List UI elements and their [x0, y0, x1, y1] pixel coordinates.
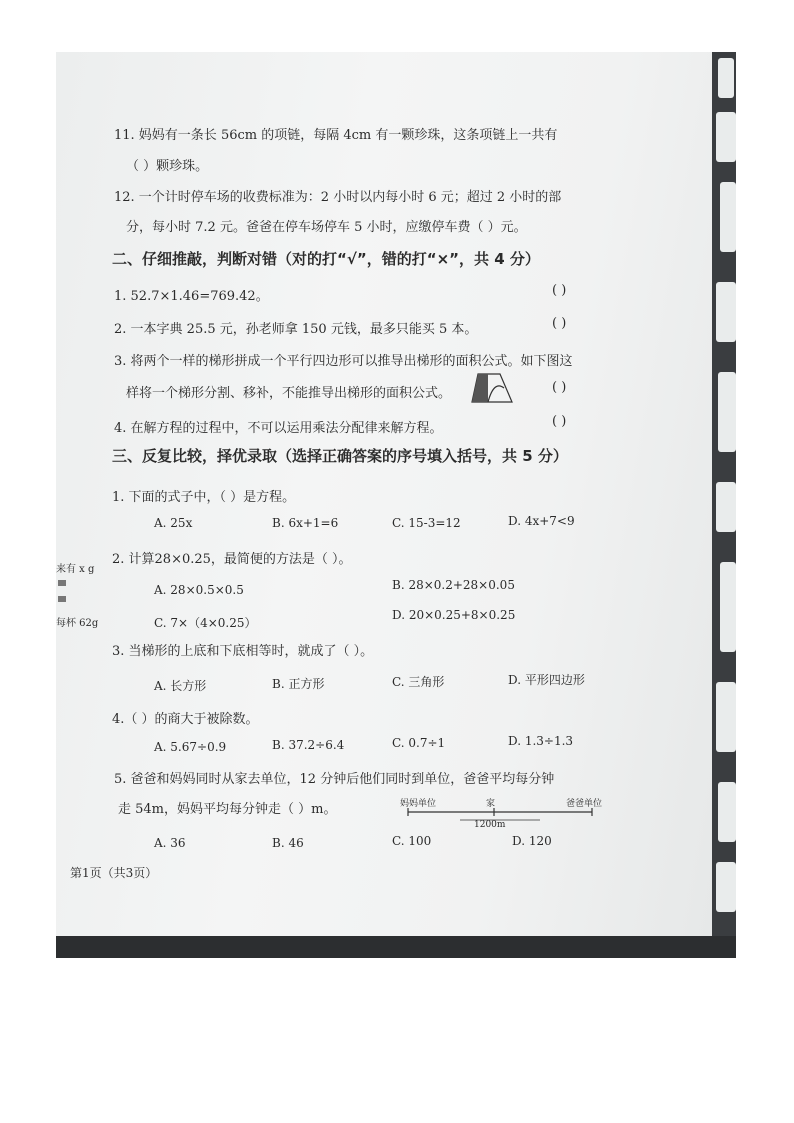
s2-item4: 4. 在解方程的过程中，不可以运用乘法分配律来解方程。	[114, 421, 443, 436]
s3-q1-c: C. 15-3=12	[392, 516, 461, 530]
s3-q3-a: A. 长方形	[154, 679, 207, 693]
exam-sheet	[56, 52, 712, 958]
s3-q5-line1: 5. 爸爸和妈妈同时从家去单位，12 分钟后他们同时到单位，爸爸平均每分钟	[114, 772, 555, 787]
margin-mark-2	[58, 596, 66, 602]
q11-line2: （ ）颗珍珠。	[126, 159, 209, 174]
s3-q5-a: A. 36	[154, 836, 186, 850]
photo-bottom-edge	[56, 936, 736, 958]
s2-item3: 3. 将两个一样的梯形拼成一个平行四边形可以推导出梯形的面积公式。如下图这	[114, 354, 573, 369]
photo	[56, 52, 736, 958]
margin-mark-1	[58, 580, 66, 586]
q11-line1: 11. 妈妈有一条长 56cm 的项链，每隔 4cm 有一颗珍珠，这条项链上一共有	[114, 128, 558, 143]
diagram-home-label: 家	[486, 799, 496, 809]
s3-q5-d: D. 120	[512, 834, 552, 848]
s3-q4-a: A. 5.67÷0.9	[154, 740, 227, 754]
q12-line1: 12. 一个计时停车场的收费标准为：2 小时以内每小时 6 元；超过 2 小时的部	[114, 190, 562, 205]
s3-q3-b: B. 正方形	[272, 677, 325, 691]
s3-q4-stem: 4.（ ）的商大于被除数。	[112, 712, 259, 727]
s3-q5-line2: 走 54m，妈妈平均每分钟走（ ）m。	[118, 802, 337, 817]
s3-q3-c: C. 三角形	[392, 675, 445, 689]
trapezoid-figure	[468, 372, 514, 404]
s3-q2-b: B. 28×0.2+28×0.05	[392, 578, 515, 592]
s2-paren4: ( )	[552, 414, 567, 429]
margin-text-1: 来有 x g	[56, 564, 95, 575]
s3-q2-stem: 2. 计算28×0.25，最简便的方法是（ ）。	[112, 552, 352, 567]
s3-q5-b: B. 46	[272, 836, 304, 850]
s3-q1-b: B. 6x+1=6	[272, 516, 339, 530]
s3-q2-d: D. 20×0.25+8×0.25	[392, 608, 516, 622]
s3-q1-d: D. 4x+7<9	[508, 514, 575, 528]
s2-paren1: ( )	[552, 283, 567, 298]
s3-q1-a: A. 25x	[154, 516, 193, 530]
diagram-dad-label: 爸爸单位	[566, 799, 603, 809]
s3-q2-c: C. 7×（4×0.25）	[154, 616, 257, 630]
margin-text-2: 每杯 62g	[56, 618, 99, 629]
section3-title: 三、反复比较，择优录取（选择正确答案的序号填入括号，共 5 分）	[112, 447, 568, 465]
s2-item1: 1. 52.7×1.46=769.42。	[114, 289, 269, 304]
diagram-mom-label: 妈妈单位	[400, 799, 437, 809]
s3-q3-stem: 3. 当梯形的上底和下底相等时，就成了（ ）。	[112, 644, 374, 659]
s3-q5-c: C. 100	[392, 834, 432, 848]
s3-q4-d: D. 1.3÷1.3	[508, 734, 574, 748]
s2-paren2: ( )	[552, 316, 567, 331]
s2-item2: 2. 一本字典 25.5 元，孙老师拿 150 元钱，最多只能买 5 本。	[114, 322, 478, 337]
s2-item3-line2: 样将一个梯形分割、移补，不能推导出梯形的面积公式。	[126, 386, 452, 401]
page-footer: 第1页（共3页）	[70, 866, 158, 880]
s2-paren3: ( )	[552, 380, 567, 395]
s3-q4-b: B. 37.2÷6.4	[272, 738, 345, 752]
s3-q3-d: D. 平形四边形	[508, 673, 585, 687]
s3-q2-a: A. 28×0.5×0.5	[154, 583, 244, 597]
diagram-distance: 1200m	[474, 820, 506, 830]
s3-q4-c: C. 0.7÷1	[392, 736, 446, 750]
section2-title: 二、仔细推敲，判断对错（对的打“√”，错的打“×”，共 4 分）	[112, 250, 540, 268]
s3-q1-stem: 1. 下面的式子中，（ ）是方程。	[112, 490, 296, 505]
q12-line2: 分，每小时 7.2 元。爸爸在停车场停车 5 小时，应缴停车费（ ）元。	[126, 220, 527, 235]
